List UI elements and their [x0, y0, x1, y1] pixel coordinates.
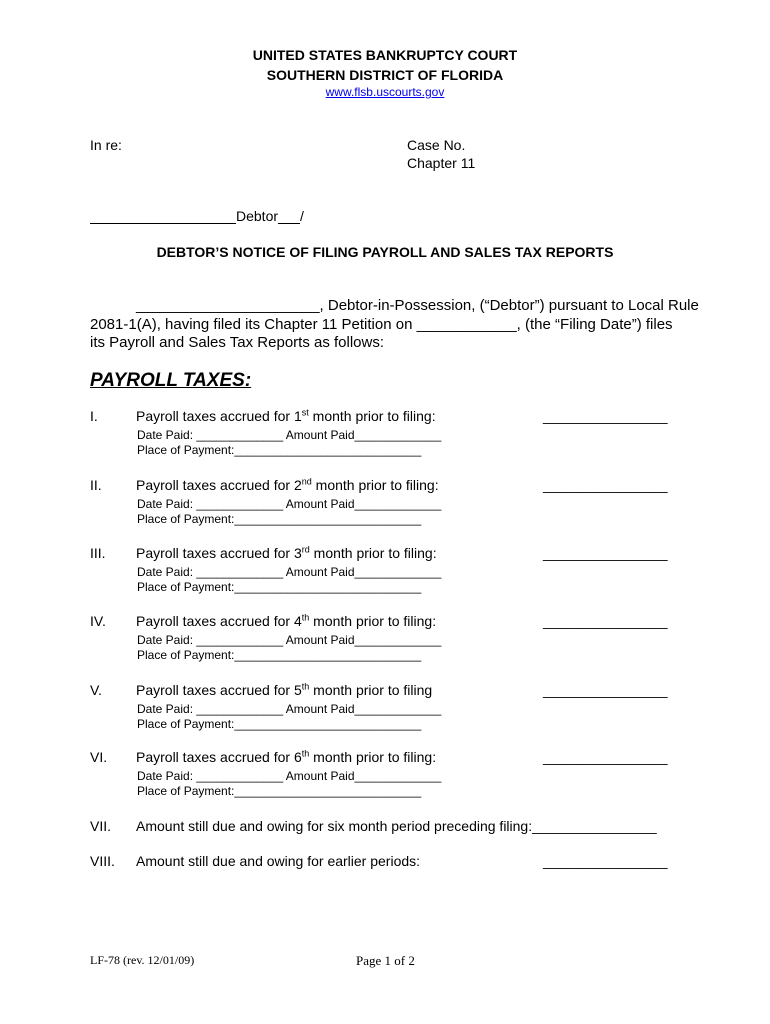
item-8-amount-blank[interactable]: ________________ — [543, 853, 668, 869]
intro-line-3: its Payroll and Sales Tax Reports as follows: — [90, 334, 385, 351]
item-8-number: VIII. — [90, 853, 115, 869]
in-re-label: In re: — [90, 137, 122, 153]
item-7-number: VII. — [90, 818, 112, 834]
date-paid-amount-paid-field[interactable]: Date Paid: _____________ Amount Paid_____________ — [137, 769, 442, 783]
debtor-label: Debtor — [236, 208, 279, 224]
intro-line-1 — [136, 297, 699, 314]
debtor-line — [90, 208, 330, 224]
date-paid-amount-paid-field[interactable]: Date Paid: _____________ Amount Paid_____________ — [137, 428, 442, 442]
payroll-item-text-pre: Payroll taxes accrued for 2 — [136, 477, 302, 493]
payroll-item-text-post: month prior to filing: — [309, 749, 437, 765]
debtor-name-field[interactable]: ______________________ — [136, 297, 320, 314]
place-of-payment-field[interactable]: Place of Payment:____________________________ — [137, 443, 422, 457]
payroll-amount-blank[interactable]: ________________ — [543, 408, 668, 424]
payroll-taxes-heading: PAYROLL TAXES: — [90, 370, 252, 391]
ordinal-suffix: st — [301, 407, 309, 418]
payroll-amount-blank[interactable]: ________________ — [543, 682, 668, 698]
payroll-item-number: I. — [90, 408, 98, 424]
intro-line-1-text: , Debtor-in-Possession, (“Debtor”) pursuant to Local Rule — [319, 297, 699, 314]
ordinal-suffix: th — [301, 681, 310, 692]
date-paid-amount-paid-field[interactable]: Date Paid: _____________ Amount Paid_____________ — [137, 565, 442, 579]
date-paid-amount-paid-field[interactable]: Date Paid: _____________ Amount Paid_____________ — [137, 497, 442, 511]
case-number-label: Case No. — [407, 137, 466, 153]
page-number: Page 1 of 2 — [356, 953, 415, 968]
payroll-item-text — [136, 477, 439, 493]
payroll-item-number: III. — [90, 545, 106, 561]
payroll-amount-blank[interactable]: ________________ — [543, 613, 668, 629]
court-website-link[interactable]: www.flsb.uscourts.gov — [325, 85, 445, 99]
payroll-item-number: VI. — [90, 749, 108, 765]
date-paid-amount-paid-field[interactable]: Date Paid: _____________ Amount Paid_____________ — [137, 702, 442, 716]
payroll-item-text-pre: Payroll taxes accrued for 3 — [136, 545, 302, 561]
item-8-text: Amount still due and owing for earlier periods: — [136, 853, 421, 869]
payroll-item-text-pre: Payroll taxes accrued for 5 — [136, 682, 302, 698]
ordinal-suffix: nd — [301, 476, 312, 487]
chapter-label: Chapter 11 — [407, 155, 476, 171]
place-of-payment-field[interactable]: Place of Payment:____________________________ — [137, 717, 422, 731]
payroll-item-number: II. — [90, 477, 102, 493]
payroll-item-text — [136, 408, 436, 424]
payroll-item-text — [136, 545, 437, 561]
payroll-item-text-pre: Payroll taxes accrued for 6 — [136, 749, 302, 765]
payroll-item-number: IV. — [90, 613, 106, 629]
payroll-item-text-post: month prior to filing: — [311, 477, 439, 493]
payroll-item-text-pre: Payroll taxes accrued for 4 — [136, 613, 302, 629]
payroll-item-text — [136, 749, 436, 765]
payroll-amount-blank[interactable]: ________________ — [543, 749, 668, 765]
place-of-payment-field[interactable]: Place of Payment:____________________________ — [137, 784, 422, 798]
document-title: DEBTOR’S NOTICE OF FILING PAYROLL AND SALES TAX REPORTS — [156, 244, 614, 260]
place-of-payment-field[interactable]: Place of Payment:____________________________ — [137, 580, 422, 594]
payroll-item-text-post: month prior to filing: — [309, 545, 437, 561]
date-paid-amount-paid-field[interactable]: Date Paid: _____________ Amount Paid_____________ — [137, 633, 442, 647]
payroll-item-number: V. — [90, 682, 102, 698]
intro-line-2: 2081-1(A), having filed its Chapter 11 Petition on ____________, (the “Filing Date”) files — [90, 316, 673, 333]
payroll-item-text — [136, 613, 436, 629]
debtor-name-blank[interactable] — [90, 209, 236, 224]
payroll-item-text-pre: Payroll taxes accrued for 1 — [136, 408, 302, 424]
debtor-slash: / — [300, 208, 304, 224]
payroll-item-text-post: month prior to filing: — [308, 408, 436, 424]
payroll-item-text-post: month prior to filing: — [309, 613, 437, 629]
place-of-payment-field[interactable]: Place of Payment:____________________________ — [137, 648, 422, 662]
ordinal-suffix: th — [301, 748, 310, 759]
item-7-text[interactable]: Amount still due and owing for six month period preceding filing:________________ — [136, 818, 657, 834]
ordinal-suffix: rd — [301, 544, 310, 555]
place-of-payment-field[interactable]: Place of Payment:____________________________ — [137, 512, 422, 526]
district-name: SOUTHERN DISTRICT OF FLORIDA — [266, 67, 504, 83]
payroll-amount-blank[interactable]: ________________ — [543, 477, 668, 493]
ordinal-suffix: th — [301, 612, 310, 623]
debtor-trailing-blank — [278, 209, 300, 224]
payroll-item-text — [136, 682, 432, 698]
payroll-item-text-post: month prior to filing — [309, 682, 433, 698]
payroll-amount-blank[interactable]: ________________ — [543, 545, 668, 561]
court-name: UNITED STATES BANKRUPTCY COURT — [252, 47, 518, 63]
form-id: LF-78 (rev. 12/01/09) — [90, 953, 195, 967]
